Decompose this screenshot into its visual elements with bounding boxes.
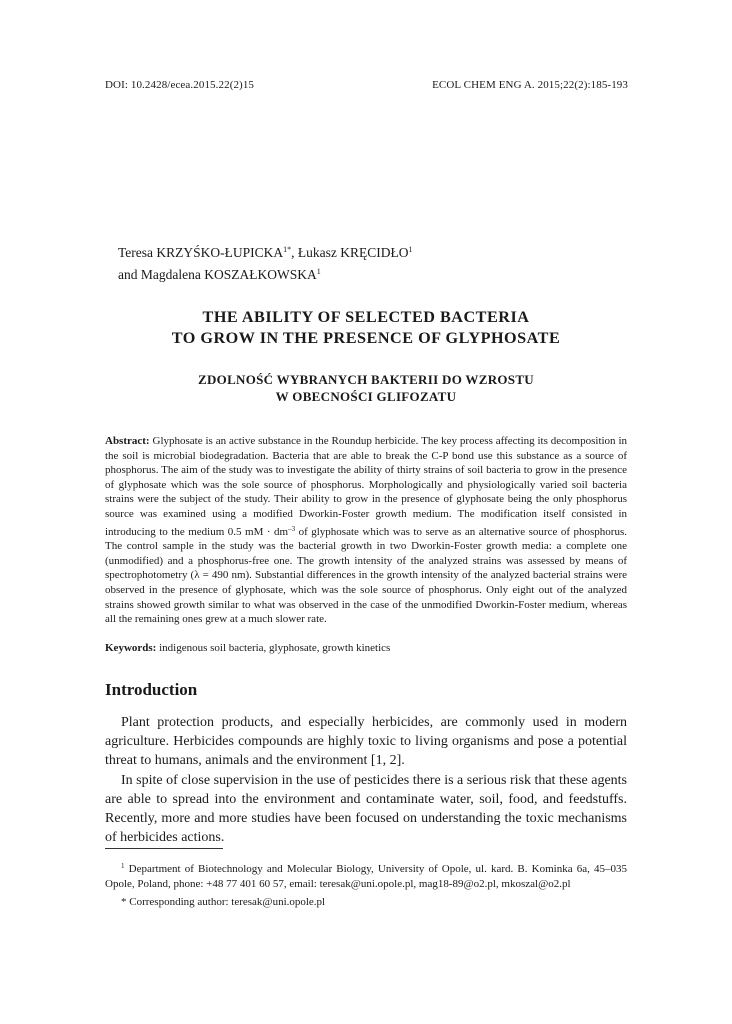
unit-exponent: –3 [288,524,296,533]
paper-title [105,307,627,348]
footnote-affiliation [105,859,627,891]
polish-title-line: W OBECNOŚCI GLIFOZATU [275,389,457,404]
author-separator: , [291,245,298,260]
polish-title [105,371,627,405]
title-line: THE ABILITY OF SELECTED BACTERIA [202,308,530,326]
abstract-label: Abstract: [105,435,150,447]
paragraph: In spite of close supervision in the use of pesticides there is a serious risk that these agents are able to spread into the environment and contaminate water, soil, food, and feedstuffs. Recently, more and more studies have been focused on understanding the toxic mechanisms of herbicides actions. [105,772,627,846]
footnote-corresponding-author: * Corresponding author: teresak@uni.opole.pl [121,896,326,908]
title-line: TO GROW IN THE PRESENCE OF GLYPHOSATE [171,328,561,347]
author-name: Łukasz KRĘCIDŁO [297,245,409,260]
author-name: Magdalena KOSZAŁKOWSKA [140,267,317,282]
footnote-mark: 1 [121,862,125,870]
abstract-text: Glyphosate is an active substance in the Roundup herbicide. The key process affecting its decomposition in the soil is microbial biodegradation. Bacteria that are able to break the C-P bond use this substance as a source of phosphorus. The aim of the study was to investigate the ability of thirty strains of soil bacteria to grow in the presence of glyphosate which was the sole source of phosphorus. Morphologically and physiologically varied soil bacteria strains were the subject of the study. Their ability to grow in the presence of glyphosate being the only phosphorus source was examined using a modified Dworkin-Foster growth medium. The modification itself consisted in introducing to the medium 0.5 mM · dm [105,435,627,538]
abstract-text: of glyphosate which was to serve as an alternative source of phosphorus. The control sample in the study was the bacterial growth in two Dworkin-Foster growth media: a complete one (unmodified) and a phosphorus-free one. The growth intensity of the analyzed strains was assessed by means of spectrophotometry (λ = 490 nm). Substantial differences in the growth intensity of the analyzed bacterial strains were observed in the presence of glyphosate, which was the sole source of phosphorus. Only eight out of the analyzed strains showed growth similar to what was observed in the case of the unmodified Dworkin-Foster medium, whereas all the remaining ones grew at a much slower rate. [105,525,627,626]
abstract [105,434,627,627]
section-heading: Introduction [105,680,198,699]
affiliation-mark: 1 [408,245,413,254]
keywords-text: indigenous soil bacteria, glyphosate, growth kinetics [156,642,391,654]
doi-header: DOI: 10.2428/ecea.2015.22(2)15 [105,79,255,91]
affiliation-mark: 1 [316,267,321,276]
author-conjunction: and [118,267,141,282]
keywords [105,641,627,655]
footnote-divider [105,848,223,849]
author-list [118,240,413,284]
paragraph: Plant protection products, and especially herbicides, are commonly used in modern agriculture. Herbicides compounds are highly toxic to living organisms and pose a potential threat to humans, animals and the environment [1, 2]. [105,715,627,769]
journal-citation-header: ECOL CHEM ENG A. 2015;22(2):185-193 [432,79,628,91]
keywords-label: Keywords: [105,642,157,654]
introduction-body [105,713,627,847]
polish-title-line: ZDOLNOŚĆ WYBRANYCH BAKTERII DO WZROSTU [198,372,534,387]
footnote-text: Department of Biotechnology and Molecular Biology, University of Opole, ul. kard. B. Kominka 6a, 45–035 Opole, Poland, phone: +48 77 401 60 57, email: teresak@uni.opole.pl, mag18-89@o2.pl, mkoszal@o2.pl [105,863,627,890]
author-name: Teresa KRZYŚKO-ŁUPICKA [118,245,284,260]
affiliation-mark: 1* [283,245,292,254]
